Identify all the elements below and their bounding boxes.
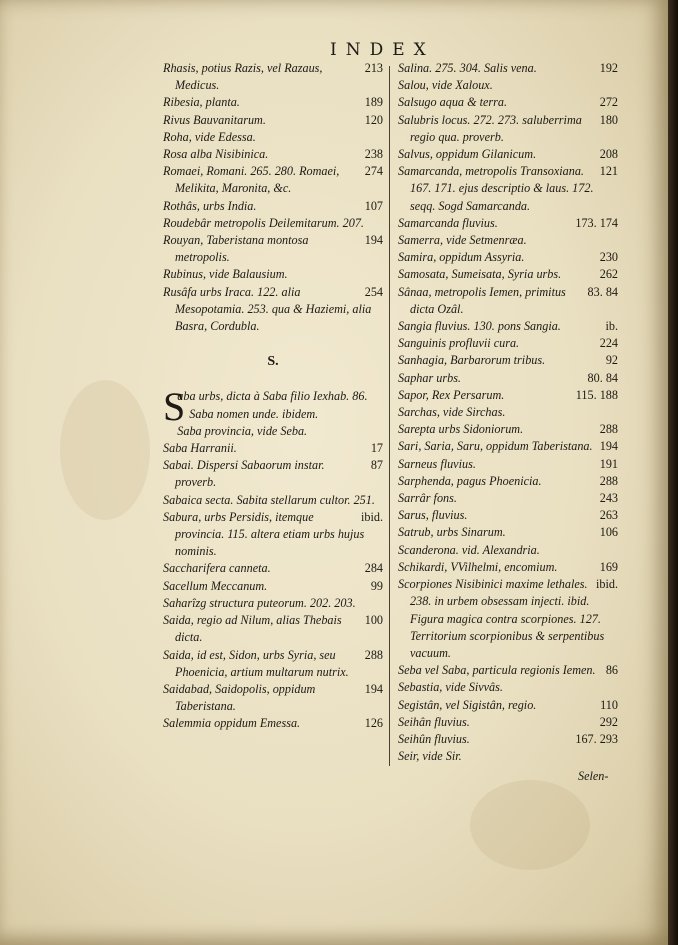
page-reference: 83. 84	[587, 284, 618, 299]
page-reference: 274	[364, 164, 383, 179]
index-entry	[398, 163, 618, 215]
entry-text: Sarchas, vide Sirchas.	[398, 405, 506, 420]
index-entry	[163, 612, 383, 646]
page-reference: 230	[599, 250, 618, 265]
entry-text: Sabaica secta. Sabita stellarum cultor. 251.	[163, 492, 375, 507]
entry-text: Sapor, Rex Persarum.	[398, 387, 505, 402]
page-reference: 194	[364, 233, 383, 248]
index-entry	[398, 77, 618, 94]
entry-text: Scorpiones Nisibinici maxime lethales. 238. in urbem obsessam injecti. ibid. Figura magica contra scorpiones. 127. Territorium scorpionibus & serpentibus vacuum.	[398, 577, 605, 660]
entry-text: Seir, vide Sir.	[398, 749, 462, 764]
page-reference: 254	[364, 284, 383, 299]
entry-text: Satrub, urbs Sinarum.	[398, 525, 506, 540]
index-entry	[398, 266, 618, 283]
index-entry	[398, 507, 618, 524]
index-entry	[398, 94, 618, 111]
paper-stain	[60, 380, 150, 520]
entry-text: Schikardi, VVilhelmi, encomium.	[398, 559, 558, 574]
left-entries-after	[163, 384, 383, 732]
index-entry	[398, 731, 618, 748]
index-entry	[398, 697, 618, 714]
index-entry	[163, 94, 383, 111]
page-reference: 17	[370, 441, 383, 456]
entry-text: Samarcanda, metropolis Transoxiana. 167. 171. ejus descriptio & laus. 172. seqq. Sogd Samarcanda.	[398, 164, 594, 213]
index-entry	[398, 387, 618, 404]
index-entry	[163, 163, 383, 197]
index-entry	[398, 748, 618, 765]
index-entry	[163, 715, 383, 732]
entry-text: Salubris locus. 272. 273. saluberrima regio qua. proverb.	[398, 112, 582, 144]
entry-text: Rhasis, potius Razis, vel Razaus, Medicus.	[163, 61, 323, 93]
entry-text: Segistân, vel Sigistân, regio.	[398, 697, 537, 712]
page-reference: 126	[364, 716, 383, 731]
index-entry	[398, 146, 618, 163]
index-entry	[398, 473, 618, 490]
page-reference: 263	[599, 508, 618, 523]
entry-text: Samarcanda fluvius.	[398, 215, 498, 230]
entry-text: Salsugo aqua & terra.	[398, 95, 508, 110]
index-entry	[163, 681, 383, 715]
entry-text: Saharîzg structura puteorum. 202. 203.	[163, 595, 356, 610]
page-reference: 169	[599, 559, 618, 574]
index-entry	[163, 112, 383, 129]
entry-text: Sarrâr fons.	[398, 491, 457, 506]
page-reference: 243	[599, 491, 618, 506]
page-reference: 115. 188	[575, 387, 618, 402]
page-reference: 100	[364, 613, 383, 628]
entry-text: Rosa alba Nisibinica.	[163, 147, 269, 162]
catchword: Selen-	[578, 769, 609, 783]
page-reference: 288	[364, 647, 383, 662]
page-reference: 173. 174	[575, 215, 618, 230]
entry-text: Saphar urbs.	[398, 370, 461, 385]
entry-text: Romaei, Romani. 265. 280. Romaei, Melikita, Maronita, &c.	[163, 164, 340, 196]
page-reference: 87	[370, 458, 383, 473]
index-entry	[398, 318, 618, 335]
page-header: INDEX	[330, 40, 435, 60]
index-entry	[398, 559, 618, 576]
entry-text: Saidabad, Saidopolis, oppidum Taberistana.	[163, 681, 316, 714]
page-reference: 110	[600, 697, 618, 712]
entry-text: Sarneus fluvius.	[398, 456, 476, 471]
entry-text: Seihûn fluvius.	[398, 731, 470, 746]
entry-text: Samerra, vide Setmenræa.	[398, 233, 527, 248]
entry-text: Sabura, urbs Persidis, itemque provincia. 115. altera etiam urbs hujus nominis.	[163, 509, 365, 559]
page-reference: 121	[599, 164, 618, 179]
page-reference: 238	[364, 147, 383, 162]
right-column	[398, 60, 618, 765]
entry-text: Rubinus, vide Balausium.	[163, 267, 288, 282]
right-entries	[398, 60, 618, 765]
entry-text: Saccharifera canneta.	[163, 561, 271, 576]
entry-text: Sarus, fluvius.	[398, 508, 468, 523]
page-reference: 224	[599, 336, 618, 351]
page-reference: ibid.	[360, 509, 383, 524]
drop-cap: S	[163, 384, 186, 430]
entry-text: Rivus Bauvanitarum.	[163, 112, 266, 127]
paper-stain	[470, 780, 590, 870]
page-reference: ib.	[605, 319, 618, 334]
entry-text: Salemmia oppidum Emessa.	[163, 716, 301, 731]
page-reference: ibid.	[595, 577, 618, 592]
entry-text: Rothâs, urbs India.	[163, 198, 257, 213]
page-reference: 189	[364, 95, 383, 110]
index-entry	[163, 509, 383, 561]
index-entry	[398, 542, 618, 559]
page-reference: 106	[599, 525, 618, 540]
index-entry	[163, 560, 383, 577]
entry-text: Rouyan, Taberistana montosa metropolis.	[163, 233, 309, 265]
index-entry	[398, 284, 618, 318]
entry-text: Sanguinis profluvii cura.	[398, 336, 520, 351]
index-entry	[163, 198, 383, 215]
page-reference: 167. 293	[575, 731, 618, 746]
left-column	[163, 60, 383, 733]
page-reference: 262	[599, 267, 618, 282]
index-entry	[163, 647, 383, 681]
entry-text: Salina. 275. 304. Salis vena.	[398, 61, 537, 75]
page-reference: 120	[364, 112, 383, 127]
index-entry	[398, 524, 618, 541]
entry-text: aba urbs, dicta à Saba filio Iexhab. 86. Saba nomen unde. ibidem.	[177, 389, 368, 421]
entry-text: Salou, vide Xaloux.	[398, 78, 493, 93]
entry-text: Roudebâr metropolis Deilemitarum. 207.	[163, 215, 364, 230]
entry-text: Samosata, Sumeisata, Syria urbs.	[398, 267, 562, 282]
index-entry	[163, 457, 383, 491]
index-entry	[398, 456, 618, 473]
index-entry	[398, 438, 618, 455]
section-heading: S.	[267, 354, 279, 370]
index-entry	[398, 714, 618, 731]
page-reference: 194	[599, 439, 618, 454]
index-entry	[163, 129, 383, 146]
page-reference: 99	[370, 578, 383, 593]
entry-text: Sebastia, vide Sivvâs.	[398, 680, 503, 695]
page-reference: 208	[599, 147, 618, 162]
index-entry	[163, 595, 383, 612]
page-reference: 272	[599, 95, 618, 110]
entry-text: Rusâfa urbs Iraca. 122. alia Mesopotamia. 253. qua & Haziemi, alia Basra, Cordubla.	[163, 284, 372, 334]
entry-text: Sari, Saria, Saru, oppidum Taberistana.	[398, 439, 593, 454]
page-edge-shadow	[668, 0, 678, 945]
index-entry	[163, 423, 383, 440]
page-reference: 194	[364, 681, 383, 696]
page-reference: 191	[599, 456, 618, 471]
index-entry	[163, 215, 383, 232]
index-entry	[398, 249, 618, 266]
index-entry	[398, 576, 618, 662]
page-reference: 107	[364, 198, 383, 213]
entry-text: Seba vel Saba, particula regionis Iemen.	[398, 663, 596, 678]
index-entry	[398, 490, 618, 507]
entry-text: Sangia fluvius. 130. pons Sangia.	[398, 319, 561, 334]
entry-text: Saba provincia, vide Seba.	[177, 423, 308, 438]
index-entry	[163, 284, 383, 336]
entry-text: Sânaa, metropolis Iemen, primitus dicta Ozâl.	[398, 284, 566, 316]
index-entry	[398, 112, 618, 146]
index-entry	[398, 335, 618, 352]
index-entry	[163, 60, 383, 94]
index-entry	[163, 266, 383, 283]
index-entry	[398, 215, 618, 232]
index-entry	[398, 352, 618, 369]
page-reference: 80. 84	[587, 370, 618, 385]
entry-text: Sarphenda, pagus Phoenicia.	[398, 473, 542, 488]
index-entry	[398, 232, 618, 249]
column-divider	[389, 66, 390, 766]
page-reference: 284	[364, 561, 383, 576]
entry-text: Roha, vide Edessa.	[163, 129, 256, 144]
entry-text: Seihân fluvius.	[398, 714, 470, 729]
index-entry	[398, 60, 618, 77]
page-reference: 192	[599, 61, 618, 75]
index-entry	[398, 370, 618, 387]
entry-text: Samira, oppidum Assyria.	[398, 250, 525, 265]
page-reference: 180	[599, 112, 618, 127]
index-entry	[398, 679, 618, 696]
page-reference: 292	[599, 714, 618, 729]
entry-text: Salvus, oppidum Gilanicum.	[398, 147, 537, 162]
entry-text: Sacellum Meccanum.	[163, 578, 268, 593]
index-entry	[163, 232, 383, 266]
left-entries-before	[163, 60, 383, 335]
entry-text: Saba Harranii.	[163, 441, 237, 456]
index-entry	[163, 440, 383, 457]
entry-text: Sabai. Dispersi Sabaorum instar. proverb.	[163, 458, 325, 490]
index-entry	[398, 404, 618, 421]
entry-text: Scanderona. vid. Alexandria.	[398, 542, 540, 557]
page-reference: 213	[364, 61, 383, 75]
index-entry	[163, 492, 383, 509]
page-reference: 86	[605, 663, 618, 678]
index-entry	[398, 662, 618, 679]
index-entry	[163, 146, 383, 163]
entry-text: Saida, id est, Sidon, urbs Syria, seu Phoenicia, artium multarum nutrix.	[163, 647, 349, 679]
index-entry	[398, 421, 618, 438]
entry-text: Sarepta urbs Sidoniorum.	[398, 422, 524, 437]
page-reference: 288	[599, 422, 618, 437]
page-reference: 288	[599, 473, 618, 488]
page-reference: 92	[605, 353, 618, 368]
entry-text: Saida, regio ad Nilum, alias Thebais dicta.	[163, 613, 342, 645]
entry-text: Sanhagia, Barbarorum tribus.	[398, 353, 546, 368]
entry-text: Ribesia, planta.	[163, 95, 240, 110]
index-entry	[163, 384, 383, 430]
index-entry	[163, 578, 383, 595]
